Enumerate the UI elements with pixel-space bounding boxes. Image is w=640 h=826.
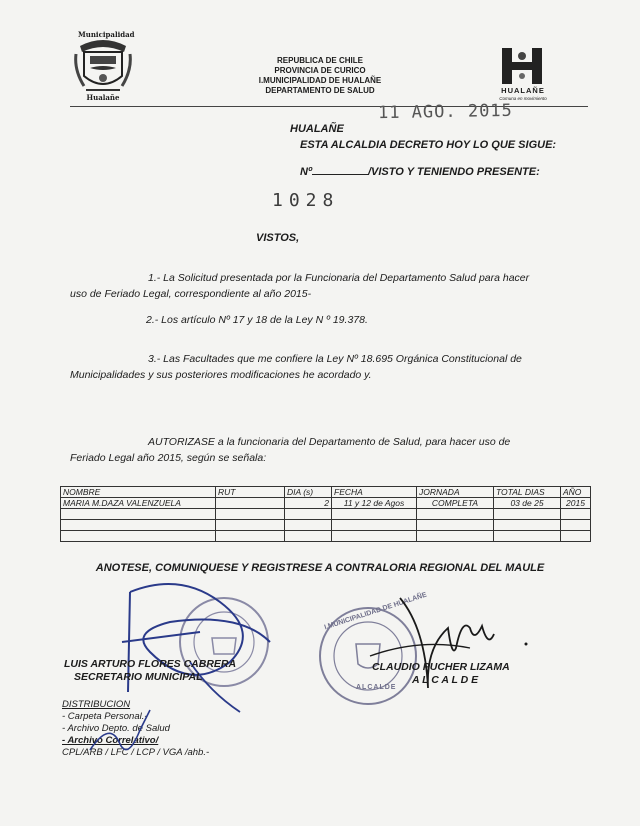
authorization-first-line: AUTORIZASE a la funcionaria del Departamento de Salud, para hacer uso de [148,436,511,448]
table-header-row [61,487,591,498]
table-row-empty [61,509,591,520]
right-logo-name: HUALAÑE [501,86,545,95]
visto-item-3-second-line: Municipalidades y sus posteriores modificaciones he acordado y. [70,369,372,381]
letterhead-line-4: DEPARTAMENTO DE SALUD [265,86,375,95]
mayor-signature [330,588,530,718]
left-logo-bottom-text: Hualañe [86,93,120,102]
cell-ano: 2015 [561,498,591,509]
cell-fecha: 11 y 12 de Agos [332,498,417,509]
letterhead-line-3: I.MUNICIPALIDAD DE HUALAÑE [258,76,382,85]
table-row-empty [61,520,591,531]
date-stamp: 11 AGO. 2015 [377,100,513,124]
visto-item-3-first-line: 3.- Las Facultades que me confiere la Ley Nº 18.695 Orgánica Constitucional de [148,353,522,365]
decree-statement: ESTA ALCALDIA DECRETO HOY LO QUE SIGUE: [300,139,557,151]
right-logo-tagline: Comuna en movimiento [499,96,547,101]
header-cell-dias: DIA (s) [285,487,332,498]
header-cell-ano: AÑO [561,487,591,498]
secretary-name: LUIS ARTURO FLORES CABRERA [64,658,237,670]
decree-number-line [300,166,540,178]
mayor-seal-bottom-text: ALCALDE [356,684,397,691]
mayor-signature-block [372,661,510,687]
letterhead-line-2: PROVINCIA DE CURICO [274,66,366,75]
number-blank [312,174,368,175]
distribution-scribble [80,700,160,760]
vistos-title: VISTOS, [256,232,300,244]
place-name: HUALAÑE [290,123,344,135]
visto-item-1-second-line: uso de Feriado Legal, correspondiente al año 2015- [70,288,312,300]
cell-dias: 2 [285,498,332,509]
header-cell-rut: RUT [216,487,285,498]
distribution-archive: - Archivo Correlativo/ [62,735,159,746]
authorization-second-line: Feriado Legal año 2015, según se señala: [70,452,267,464]
authorization-paragraph [70,434,590,466]
number-prefix: Nº [300,166,312,178]
left-logo-top-text: Municipalidad [78,30,135,39]
cell-nombre: MARIA M.DAZA VALENZUELA [61,498,216,509]
secretary-signature-block [64,658,236,684]
visto-item-3 [70,351,590,383]
table-row [61,498,591,509]
cell-total-dias: 03 de 25 [494,498,561,509]
distribution-item-2: - Archivo Depto. de Salud [62,723,170,734]
secretary-title: SECRETARIO MUNICIPAL [74,671,203,683]
leave-table [60,486,591,542]
header-cell-jornada: JORNADA [417,487,494,498]
table-row-empty [61,531,591,542]
mayor-seal-text: I.MUNICIPALIDAD DE HUALAÑE [323,591,428,632]
visto-statement: /VISTO Y TENIENDO PRESENTE: [367,166,540,178]
cell-jornada: COMPLETA [417,498,494,509]
header-cell-fecha: FECHA [332,487,417,498]
distribution-item-1: - Carpeta Personal.- [62,711,148,722]
closing-statement: ANOTESE, COMUNIQUESE Y REGISTRESE A CONTRALORIA REGIONAL DEL MAULE [95,562,545,574]
mayor-name: CLAUDIO PUCHER LIZAMA [372,661,510,673]
distribution-initials: CPL/ARB / LFC / LCP / VGA /ahb.- [62,747,210,758]
header-cell-total-dias: TOTAL DIAS [494,487,561,498]
hualane-h-logo [496,46,548,86]
visto-item-1 [70,270,590,302]
decree-number-stamp: 1028 [272,190,340,211]
visto-item-1-first-line: 1.- La Solicitud presentada por la Funcionaria del Departamento Salud para hacer [148,272,530,284]
visto-item-2: 2.- Los artículo Nº 17 y 18 de la Ley N º 19.378. [146,314,368,326]
distribution-title: DISTRIBUCION [62,699,131,710]
mayor-title: A L C A L D E [412,674,479,686]
letterhead-line-1: REPUBLICA DE CHILE [277,56,363,65]
cell-rut [216,498,285,509]
header-cell-nombre: NOMBRE [61,487,216,498]
